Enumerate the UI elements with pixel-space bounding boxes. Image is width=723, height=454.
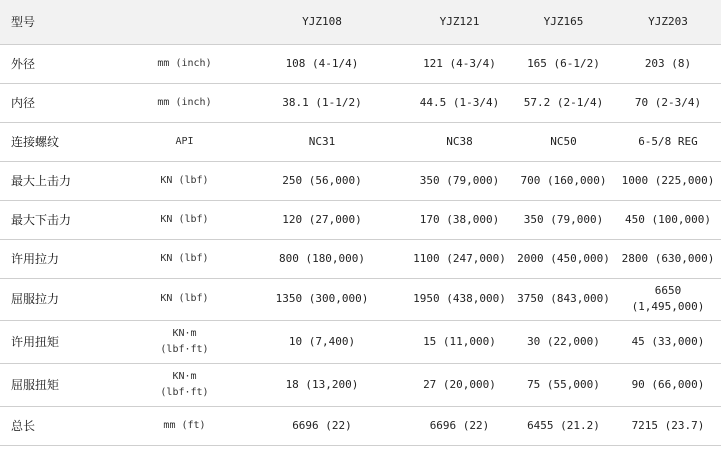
value-cell: 121 (4-3/4)	[407, 44, 512, 83]
value-cell: 2800 (630,000)	[615, 239, 721, 278]
value-cell: 350 (79,000)	[512, 200, 615, 239]
param-label: 最大下击力	[0, 200, 132, 239]
value-cell: 350 (79,000)	[407, 161, 512, 200]
unit-cell: API	[132, 122, 237, 161]
param-label: 最大上击力	[0, 161, 132, 200]
param-label: 许用扭矩	[0, 320, 132, 363]
value-cell: 6455 (21.2)	[512, 406, 615, 445]
value-cell: 800 (180,000)	[237, 239, 407, 278]
value-cell: 108 (4-1/4)	[237, 44, 407, 83]
param-label: 许用拉力	[0, 239, 132, 278]
value-cell: 1000 (225,000)	[615, 161, 721, 200]
param-label: 连接螺纹	[0, 122, 132, 161]
param-label: 外径	[0, 44, 132, 83]
param-label: 屈服扭矩	[0, 363, 132, 406]
table-row-max-up-jar-force	[0, 161, 721, 200]
value-cell: 3750 (843,000)	[512, 278, 615, 320]
value-cell: 10 (7,400)	[237, 320, 407, 363]
model-header-cell: YJZ165	[512, 0, 615, 44]
value-cell	[615, 278, 721, 320]
table-row-allowable-tension	[0, 239, 721, 278]
unit-cell: KN (lbf)	[132, 161, 237, 200]
unit-cell: KN (lbf)	[132, 239, 237, 278]
value-cell: NC38	[407, 122, 512, 161]
value-line: 6650	[654, 284, 682, 297]
param-label: 屈服拉力	[0, 278, 132, 320]
value-cell: 450 (100,000)	[615, 200, 721, 239]
value-cell: 45 (33,000)	[615, 320, 721, 363]
value-cell: 38.1 (1-1/2)	[237, 83, 407, 122]
table-row-total-length	[0, 406, 721, 445]
header-row	[0, 0, 721, 44]
unit-line: (lbf·ft)	[160, 386, 209, 398]
value-cell: 57.2 (2-1/4)	[512, 83, 615, 122]
value-cell: 27 (20,000)	[407, 363, 512, 406]
value-cell: 90 (66,000)	[615, 363, 721, 406]
unit-line: (lbf·ft)	[160, 343, 209, 355]
value-cell: 1950 (438,000)	[407, 278, 512, 320]
value-line: (1,495,000)	[631, 300, 705, 313]
param-label: 总长	[0, 406, 132, 445]
unit-cell: KN (lbf)	[132, 278, 237, 320]
value-cell: 75 (55,000)	[512, 363, 615, 406]
value-cell: 165 (6-1/2)	[512, 44, 615, 83]
value-cell: 1350 (300,000)	[237, 278, 407, 320]
value-cell: 1100 (247,000)	[407, 239, 512, 278]
unit-cell	[132, 320, 237, 363]
unit-cell: mm (inch)	[132, 83, 237, 122]
model-label: 型号	[0, 0, 132, 44]
table-row-connection-thread	[0, 122, 721, 161]
unit-header-cell	[132, 0, 237, 44]
value-cell: 6696 (22)	[237, 406, 407, 445]
param-label: 内径	[0, 83, 132, 122]
table-row-yield-torque	[0, 363, 721, 406]
model-header-cell: YJZ121	[407, 0, 512, 44]
value-cell: 18 (13,200)	[237, 363, 407, 406]
unit-line: KN·m	[172, 327, 197, 339]
value-cell: 6-5/8 REG	[615, 122, 721, 161]
value-cell: 170 (38,000)	[407, 200, 512, 239]
value-cell: 70 (2-3/4)	[615, 83, 721, 122]
value-cell: 120 (27,000)	[237, 200, 407, 239]
value-cell: 250 (56,000)	[237, 161, 407, 200]
value-cell: 700 (160,000)	[512, 161, 615, 200]
model-header-cell: YJZ203	[615, 0, 721, 44]
value-cell: 2000 (450,000)	[512, 239, 615, 278]
table-row-outer-diameter	[0, 44, 721, 83]
value-cell: 44.5 (1-3/4)	[407, 83, 512, 122]
unit-cell: mm (ft)	[132, 406, 237, 445]
table-row-allowable-torque	[0, 320, 721, 363]
table-row-inner-diameter	[0, 83, 721, 122]
value-cell: 6696 (22)	[407, 406, 512, 445]
unit-cell: mm (inch)	[132, 44, 237, 83]
value-cell: 7215 (23.7)	[615, 406, 721, 445]
model-header-cell: YJZ108	[237, 0, 407, 44]
value-cell: 15 (11,000)	[407, 320, 512, 363]
value-cell: 30 (22,000)	[512, 320, 615, 363]
table-row-max-down-jar-force	[0, 200, 721, 239]
table-row-yield-tension	[0, 278, 721, 320]
value-cell: NC31	[237, 122, 407, 161]
unit-line: KN·m	[172, 370, 197, 382]
unit-cell	[132, 363, 237, 406]
value-cell: 203 (8)	[615, 44, 721, 83]
unit-cell: KN (lbf)	[132, 200, 237, 239]
value-cell: NC50	[512, 122, 615, 161]
